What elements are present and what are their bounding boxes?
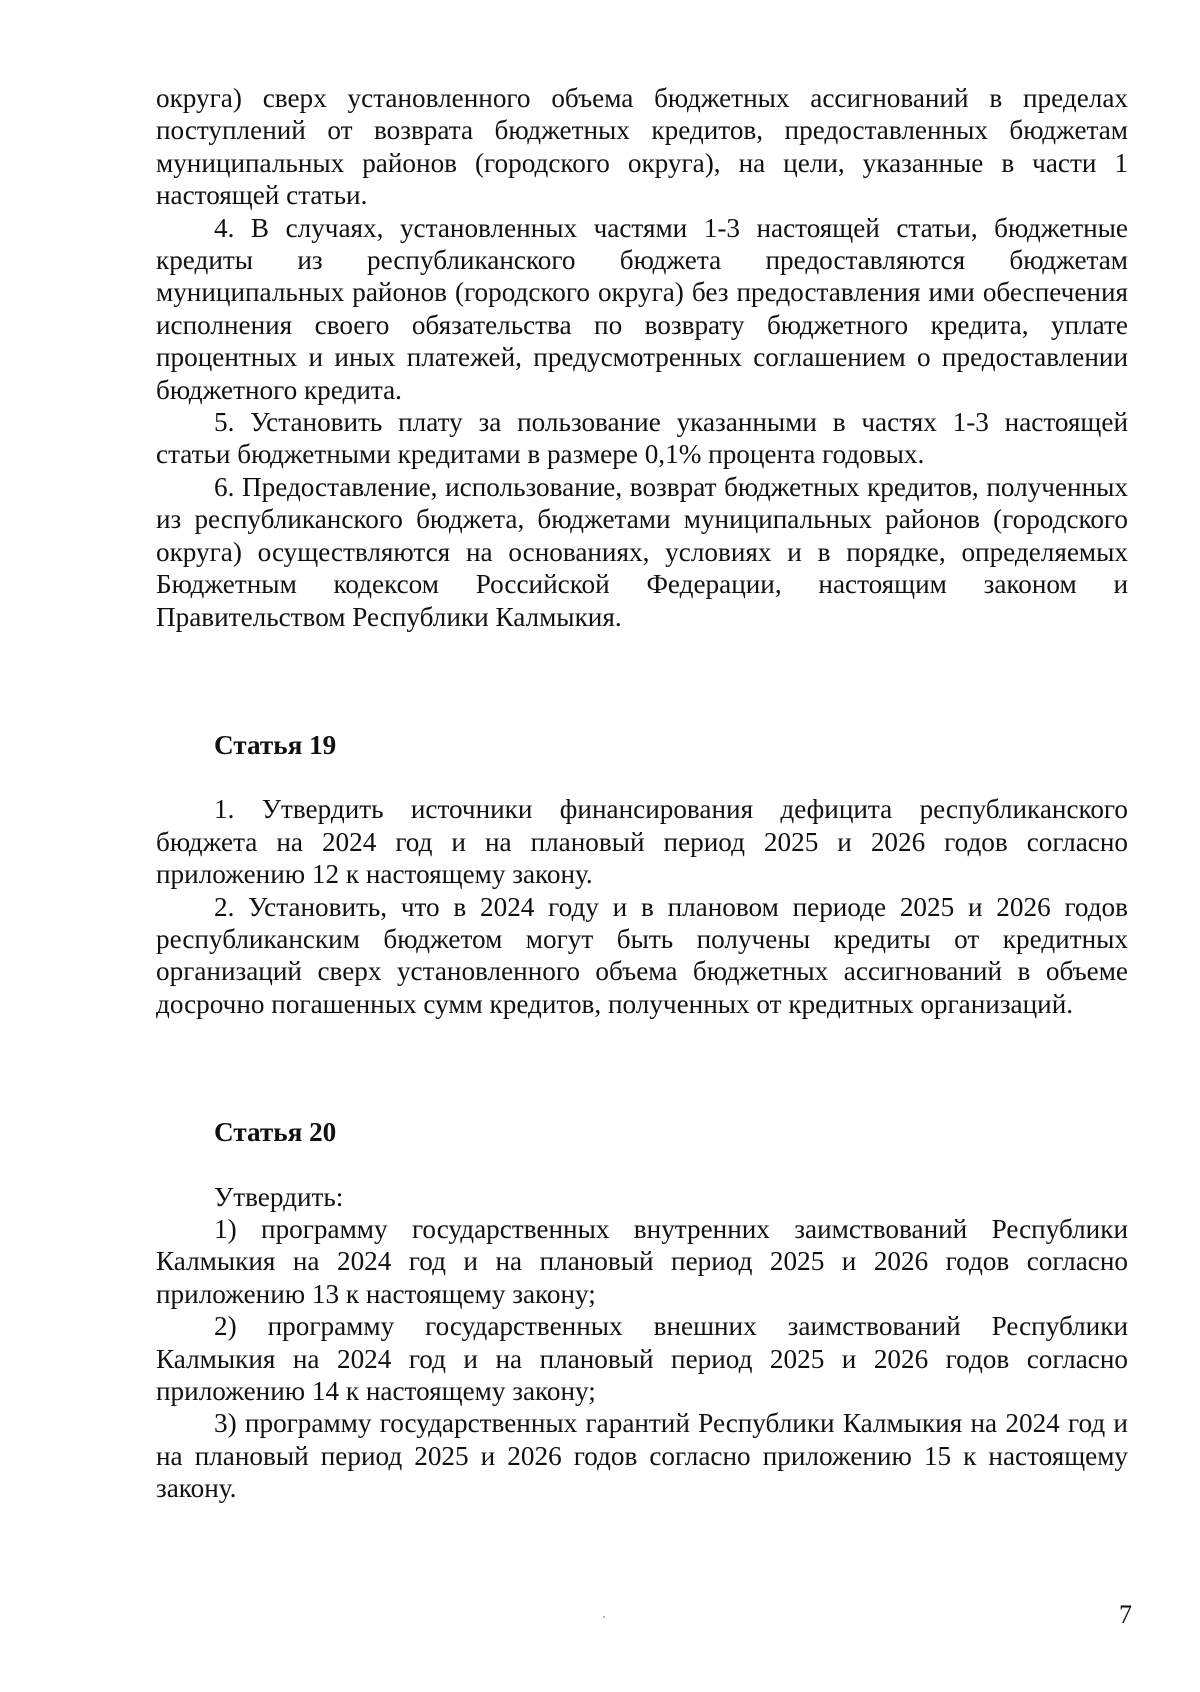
article-19-paragraph-2: 2. Установить, что в 2024 году и в плановом периоде 2025 и 2026 годов республиканским бюджетом могут быть получены кредиты от кредитных организаций сверх установленного объема бюджетных ассигнований в объеме досрочно погашенных сумм кредитов, полученных от кредитных организаций.: [156, 891, 1128, 1019]
article-19-heading: Статья 19: [214, 729, 337, 760]
document-body: [156, 82, 1128, 1505]
paragraph-continuation: округа) сверх установленного объема бюджетных ассигнований в пределах поступлений от возврата бюджетных кредитов, предоставленных бюджетам муниципальных районов (городского округа), на цели, указанные в части 1 настоящей статьи.: [156, 83, 1128, 211]
scan-artifact-dot: [603, 1616, 605, 1618]
article-20-intro: Утвердить:: [214, 1181, 344, 1212]
article-20-item-3: 3) программу государственных гарантий Республики Калмыкия на 2024 год и на плановый период 2025 и 2026 годов согласно приложению 15 к настоящему закону.: [156, 1408, 1128, 1504]
paragraph-item-6: 6. Предоставление, использование, возврат бюджетных кредитов, полученных из республиканского бюджета, бюджетами муниципальных районов (городского округа) осуществляются на основаниях, условиях и в порядке, определяемых Бюджетным кодексом Российской Федерации, настоящим законом и Правительством Республики Калмыкия.: [156, 471, 1128, 632]
article-20-heading: Статья 20: [214, 1117, 337, 1148]
article-19-paragraph-1: 1. Утвердить источники финансирования дефицита республиканского бюджета на 2024 год и на плановый период 2025 и 2026 годов согласно приложению 12 к настоящему закону.: [156, 794, 1128, 890]
paragraph-item-4: 4. В случаях, установленных частями 1-3 настоящей статьи, бюджетные кредиты из республиканского бюджета предоставляются бюджетам муниципальных районов (городского округа) без предоставления ими обеспечения исполнения своего обязательства по возврату бюджетного кредита, уплате процентных и иных платежей, предусмотренных соглашением о предоставлении бюджетного кредита.: [156, 212, 1128, 405]
article-20-item-2: 2) программу государственных внешних заимствований Республики Калмыкия на 2024 год и на плановый период 2025 и 2026 годов согласно приложению 14 к настоящему закону;: [156, 1311, 1128, 1406]
article-20-item-1: 1) программу государственных внутренних заимствований Республики Калмыкия на 2024 год и на плановый период 2025 и 2026 годов согласно приложению 13 к настоящему закону;: [156, 1213, 1128, 1309]
paragraph-item-5: 5. Установить плату за пользование указанными в частях 1-3 настоящей статьи бюджетными кредитами в размере 0,1% процента годовых.: [156, 407, 1128, 470]
page-number: 7: [1119, 1600, 1132, 1629]
